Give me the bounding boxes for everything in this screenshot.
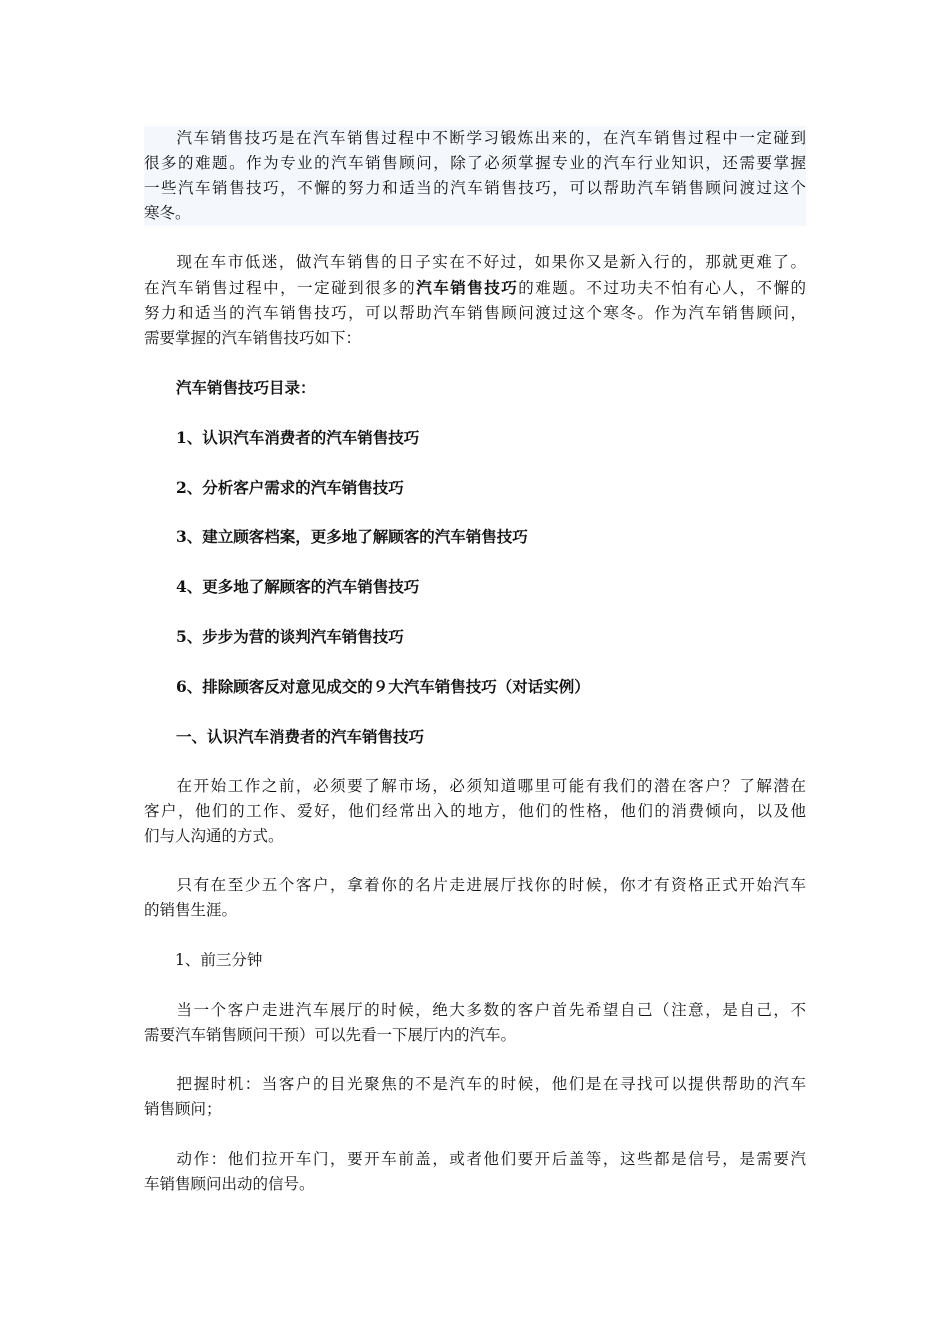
paragraph-actions: 动作：他们拉开车门，要开车前盖，或者他们要开后盖等，这些都是信号，是需要汽 车销售顾问出动的信号。 xyxy=(144,1150,806,1193)
toc-item: 4、更多地了解顾客的汽车销售技巧 xyxy=(176,577,420,596)
toc-item: 5、步步为营的谈判汽车销售技巧 xyxy=(176,627,404,646)
subheading: 1、前三分钟 xyxy=(175,951,263,969)
toc-item: 3、建立顾客档案，更多地了解顾客的汽车销售技巧 xyxy=(176,527,528,546)
bold-keyword: 汽车销售技巧 xyxy=(416,278,519,297)
toc-title: 汽车销售技巧目录： xyxy=(176,378,316,397)
paragraph-showroom: 当一个客户走进汽车展厅的时候，绝大多数的客户首先希望自己（注意，是自己，不 需要汽车销售顾问干预）可以先看一下展厅内的汽车。 xyxy=(144,1001,806,1044)
toc-item: 1、认识汽车消费者的汽车销售技巧 xyxy=(176,428,420,447)
paragraph-market: 现在车市低迷，做汽车销售的日子实在不好过，如果你又是新入行的，那就更难了。 在汽车销售过程中，一定碰到很多的汽车销售技巧的难题。不过功夫不怕有心人，不懈的 努力和适当的汽车销售技巧，可以帮助汽车销售顾问渡过这个寒冬。作为汽车销售顾问， 需要掌握的汽车销售技巧如下： xyxy=(144,253,806,347)
toc-item: 2、分析客户需求的汽车销售技巧 xyxy=(176,478,404,497)
paragraph-customers: 在开始工作之前，必须要了解市场，必须知道哪里可能有我们的潜在客户？了解潜在 客户，他们的工作、爱好，他们经常出入的地方，他们的性格，他们的消费倾向，以及他 们与人沟通的方式。 xyxy=(144,777,806,845)
section-title: 一、认识汽车消费者的汽车销售技巧 xyxy=(176,727,425,746)
intro-paragraph: 汽车销售技巧是在汽车销售过程中不断学习锻炼出来的，在汽车销售过程中一定碰到 很多的难题。作为专业的汽车销售顾问，除了必须掌握专业的汽车行业知识，还需要掌握 一些汽车销售技巧，不懈的努力和适当的汽车销售技巧，可以帮助汽车销售顾问渡过这个 寒冬。 xyxy=(144,126,806,226)
toc-item: 6、排除顾客反对意见成交的９大汽车销售技巧（对话实例） xyxy=(176,677,590,696)
paragraph-timing: 把握时机：当客户的目光聚焦的不是汽车的时候，他们是在寻找可以提供帮助的汽车 销售顾问； xyxy=(144,1075,806,1118)
paragraph-career: 只有在至少五个客户，拿着你的名片走进展厅找你的时候，你才有资格正式开始汽车 的销售生涯。 xyxy=(144,876,806,919)
